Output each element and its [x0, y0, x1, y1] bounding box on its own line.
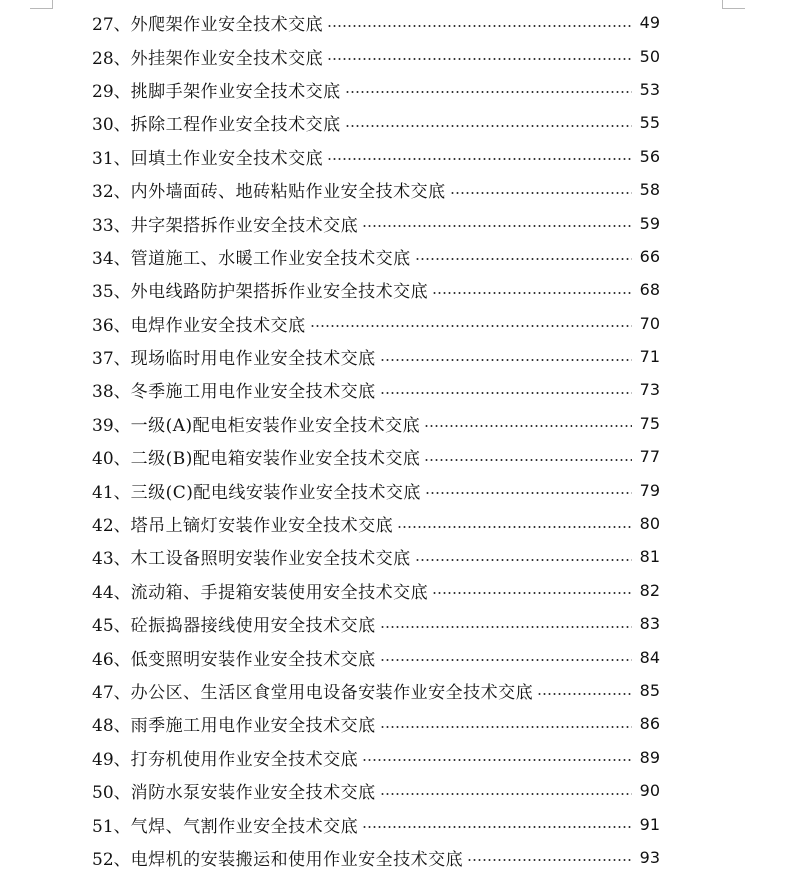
- toc-entry-number: 40、: [92, 449, 131, 470]
- toc-entry-number: 49、: [92, 749, 131, 770]
- toc-dot-leader: [362, 758, 632, 762]
- toc-entry[interactable]: [92, 574, 660, 607]
- toc-dot-leader: [327, 24, 632, 28]
- toc-dot-leader: [424, 424, 632, 428]
- toc-entry-page-number: 84: [639, 647, 660, 667]
- toc-dot-leader: [380, 625, 632, 629]
- toc-entry[interactable]: [92, 6, 660, 39]
- toc-entry[interactable]: [92, 807, 660, 840]
- toc-entry-number: 33、: [92, 215, 131, 236]
- toc-dot-leader: [310, 324, 632, 328]
- toc-entry[interactable]: [92, 540, 660, 573]
- toc-entry-number: 34、: [92, 248, 131, 269]
- toc-entry-page-number: 58: [639, 180, 660, 200]
- toc-entry[interactable]: [92, 640, 660, 673]
- toc-entry-number: 39、: [92, 415, 131, 436]
- toc-dot-leader: [380, 391, 632, 395]
- toc-dot-leader: [424, 458, 632, 462]
- toc-entry-title: 低变照明安装作业安全技术交底: [130, 649, 376, 670]
- toc-dot-leader: [345, 124, 632, 128]
- toc-entry[interactable]: [92, 473, 660, 506]
- toc-entry-page-number: 79: [639, 480, 660, 500]
- toc-dot-leader: [380, 658, 632, 662]
- toc-entry[interactable]: [92, 440, 660, 473]
- toc-entry-number: 48、: [92, 716, 131, 737]
- toc-dot-leader: [425, 491, 632, 495]
- toc-entry[interactable]: [92, 607, 660, 640]
- toc-entry-title: 气焊、气割作业安全技术交底: [130, 816, 359, 837]
- toc-entry-number: 30、: [92, 115, 131, 136]
- toc-entry-page-number: 55: [639, 113, 660, 133]
- toc-entry[interactable]: [92, 273, 660, 306]
- toc-entry[interactable]: [92, 39, 660, 72]
- toc-entry-title: 拆除工程作业安全技术交底: [130, 115, 341, 136]
- toc-entry-title: 挑脚手架作业安全技术交底: [130, 81, 341, 102]
- toc-dot-leader: [537, 692, 632, 696]
- toc-entry-page-number: 49: [639, 13, 660, 33]
- toc-dot-leader: [362, 825, 632, 829]
- toc-entry-page-number: 80: [639, 514, 660, 534]
- toc-entry-title: 木工设备照明安装作业安全技术交底: [130, 549, 411, 570]
- toc-entry-page-number: 85: [639, 681, 660, 700]
- page-corner-mark-left: [30, 0, 53, 9]
- toc-entry-title: 流动箱、手提箱安装使用安全技术交底: [130, 582, 429, 603]
- toc-entry-number: 47、: [92, 683, 131, 703]
- toc-entry-title: 砼振捣器接线使用安全技术交底: [130, 616, 376, 637]
- toc-dot-leader: [432, 291, 632, 295]
- toc-entry-page-number: 90: [639, 781, 660, 801]
- toc-entry-page-number: 50: [639, 46, 660, 66]
- toc-entry-number: 29、: [92, 81, 131, 102]
- toc-entry-title: 消防水泵安装作业安全技术交底: [130, 783, 376, 804]
- toc-entry-title: 二级(B)配电箱安装作业安全技术交底: [130, 449, 421, 470]
- toc-entry-number: 46、: [92, 649, 131, 670]
- toc-entry-title: 打夯机使用作业安全技术交底: [130, 749, 359, 770]
- toc-dot-leader: [415, 558, 632, 562]
- toc-dot-leader: [432, 591, 632, 595]
- toc-entry[interactable]: [92, 407, 660, 440]
- toc-entry-title: 内外墙面砖、地砖粘贴作业安全技术交底: [130, 182, 446, 203]
- toc-entry-number: 27、: [92, 15, 131, 36]
- toc-entry-number: 36、: [92, 315, 131, 336]
- toc-entry[interactable]: [92, 173, 660, 206]
- toc-entry[interactable]: [92, 73, 660, 106]
- toc-entry-number: 45、: [92, 616, 131, 637]
- toc-entry-title: 电焊机的安装搬运和使用作业安全技术交底: [130, 849, 464, 870]
- toc-entry-number: 32、: [92, 182, 131, 203]
- toc-entry[interactable]: [92, 307, 660, 340]
- toc-dot-leader: [380, 358, 632, 362]
- toc-entry-title: 外电线路防护架搭拆作业安全技术交底: [130, 282, 429, 303]
- toc-entry-page-number: 68: [639, 280, 660, 300]
- toc-entry[interactable]: [92, 674, 660, 707]
- toc-entry-title: 外挂架作业安全技术交底: [130, 48, 324, 69]
- toc-dot-leader: [415, 257, 632, 261]
- toc-dot-leader: [380, 725, 632, 729]
- toc-entry[interactable]: [92, 741, 660, 774]
- toc-entry-title: 外爬架作业安全技术交底: [130, 15, 324, 36]
- toc-entry[interactable]: [92, 106, 660, 139]
- toc-dot-leader: [327, 157, 632, 161]
- toc-entry-number: 35、: [92, 282, 131, 303]
- toc-entry-page-number: 73: [639, 380, 660, 400]
- toc-entry-page-number: 91: [639, 814, 660, 834]
- toc-entry-number: 37、: [92, 349, 131, 370]
- toc-entry[interactable]: [92, 774, 660, 807]
- toc-dot-leader: [397, 525, 632, 529]
- toc-entry-title: 三级(C)配电线安装作业安全技术交底: [130, 482, 421, 503]
- toc-entry-number: 51、: [92, 816, 131, 837]
- toc-entry-page-number: 93: [639, 847, 660, 867]
- toc-entry-number: 42、: [92, 516, 131, 537]
- toc-entry-title: 回填土作业安全技术交底: [130, 148, 324, 169]
- toc-entry[interactable]: [92, 140, 660, 173]
- toc-entry-title: 现场临时用电作业安全技术交底: [130, 349, 376, 370]
- toc-entry-number: 43、: [92, 549, 131, 570]
- toc-entry[interactable]: [92, 373, 660, 406]
- toc-entry[interactable]: [92, 707, 660, 740]
- toc-dot-leader: [450, 191, 632, 195]
- toc-entry-number: 38、: [92, 382, 131, 403]
- toc-entry-number: 28、: [92, 48, 131, 69]
- toc-dot-leader: [467, 858, 632, 862]
- toc-entry-page-number: 86: [639, 714, 660, 734]
- toc-entry-page-number: 82: [639, 580, 660, 600]
- toc-entry[interactable]: [92, 240, 660, 273]
- toc-entry-number: 52、: [92, 849, 131, 870]
- toc-entry-title: 办公区、生活区食堂用电设备安装作业安全技术交底: [130, 683, 534, 703]
- toc-dot-leader: [327, 57, 632, 61]
- toc-dot-leader: [380, 792, 632, 796]
- toc-entry-page-number: 59: [639, 213, 660, 233]
- toc-entry-title: 冬季施工用电作业安全技术交底: [130, 382, 376, 403]
- toc-entry[interactable]: [92, 206, 660, 239]
- toc-entry-page-number: 77: [639, 447, 660, 467]
- toc-entry-page-number: 70: [639, 313, 660, 333]
- toc-entry-page-number: 89: [639, 747, 660, 767]
- table-of-contents: [92, 6, 660, 874]
- toc-entry[interactable]: [92, 340, 660, 373]
- toc-entry-number: 44、: [92, 582, 131, 603]
- toc-dot-leader: [362, 224, 632, 228]
- toc-entry-title: 雨季施工用电作业安全技术交底: [130, 716, 376, 737]
- toc-entry-title: 一级(A)配电柜安装作业安全技术交底: [130, 415, 421, 436]
- page-corner-mark-right: [722, 0, 745, 9]
- toc-entry-title: 电焊作业安全技术交底: [130, 315, 306, 336]
- toc-entry-page-number: 56: [639, 146, 660, 166]
- toc-entry-title: 管道施工、水暖工作业安全技术交底: [130, 248, 411, 269]
- toc-entry-number: 31、: [92, 148, 131, 169]
- toc-entry-page-number: 83: [639, 614, 660, 634]
- toc-entry-number: 50、: [92, 783, 131, 804]
- toc-entry-page-number: 75: [639, 413, 660, 433]
- toc-entry[interactable]: [92, 841, 660, 874]
- toc-dot-leader: [345, 90, 632, 94]
- toc-entry-page-number: 71: [639, 347, 660, 367]
- toc-entry-page-number: 81: [639, 547, 660, 567]
- toc-entry-page-number: 53: [639, 79, 660, 99]
- toc-entry-title: 井字架搭拆作业安全技术交底: [130, 215, 359, 236]
- toc-entry-number: 41、: [92, 482, 131, 503]
- toc-entry[interactable]: [92, 507, 660, 540]
- toc-entry-title: 塔吊上镝灯安装作业安全技术交底: [130, 516, 394, 537]
- toc-entry-page-number: 66: [639, 246, 660, 266]
